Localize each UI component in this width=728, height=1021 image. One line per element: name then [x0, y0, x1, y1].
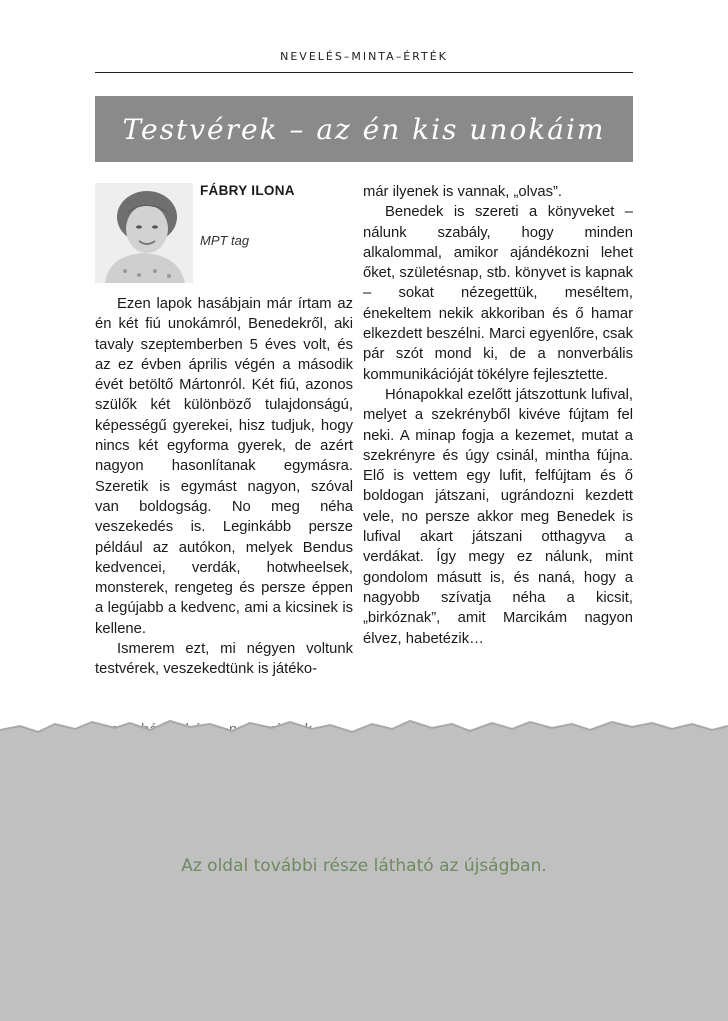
author-role: MPT tag — [200, 233, 250, 248]
paragraph: Benedek is szereti a könyveket – nálunk szabály, hogy minden alkalommal, amikor ajándékozni lehet őket, születésnap, stb. könyvet is kapnak – sokat nézegettük, meséltem, énekeltem nekik akkoriban és ő hamar elkezdett beszélni. Marci egyenlőre, csak pár szót mond ki, de a nonverbális kommunikációját tökélyre fejlesztette. — [363, 204, 633, 383]
author-name: FÁBRY ILONA — [200, 183, 295, 198]
continuation-notice: Az oldal további része látható az újságban. — [181, 856, 547, 876]
right-column — [363, 182, 633, 649]
paragraph: Ezen lapok hasábjain már írtam az én két fiú unokámról, Benedekről, aki tavaly szeptemberben 5 éves volt, és az ez évben április végén a második évét betöltő Mártonról. Két fiú, azonos szülők két különböző tulajdonságú, képességű gyerekei, hisz tudjuk, hogy nincs két egyforma gyerek, de azért nagyon hasonlítanak egymásra. Szeretik is egymást nagyon, szóval van boldogság. No meg néha veszekedés is. Leginkább persze például az autókon, melyek Bendus kedvencei, verdák, hotwheelsek, monsterek, rengeteg és persze éppen a legújabb a kedvenc, ami a kicsinek is kellene. — [95, 296, 353, 637]
header-rule — [95, 72, 633, 73]
author-photo — [95, 183, 193, 283]
paragraph: már ilyenek is vannak, „olvas”. — [363, 184, 563, 200]
paragraph: Ismerem ezt, mi négyen voltunk testvérek, veszekedtünk is játéko- — [95, 641, 353, 678]
left-column — [95, 294, 353, 680]
running-head: NEVELÉS–MINTA–ÉRTÉK — [280, 50, 448, 63]
paragraph: Hónapokkal ezelőtt játszottunk lufival, melyet a szekrényből kivéve fújtam fel neki. A minap fogja a kezemet, mutat a szekrényre és úgy csinál, mintha fújna. Elő is vettem egy lufit, felfújtam és ő boldogan játszani, ugrándozni kezdett vele, no persze akkor meg Benedek is lufival akart játszani otthagyva a verdákat. Így megy ez nálunk, mint gondolom másutt is, és naná, hogy a nagyobb szívatja néha a kicsit, „birkóznak”, amit Marcikám nagyon élvez, habetézik… — [363, 386, 633, 647]
title-banner — [95, 96, 633, 162]
article-title: Testvérek – az én kis unokáim — [122, 112, 606, 146]
